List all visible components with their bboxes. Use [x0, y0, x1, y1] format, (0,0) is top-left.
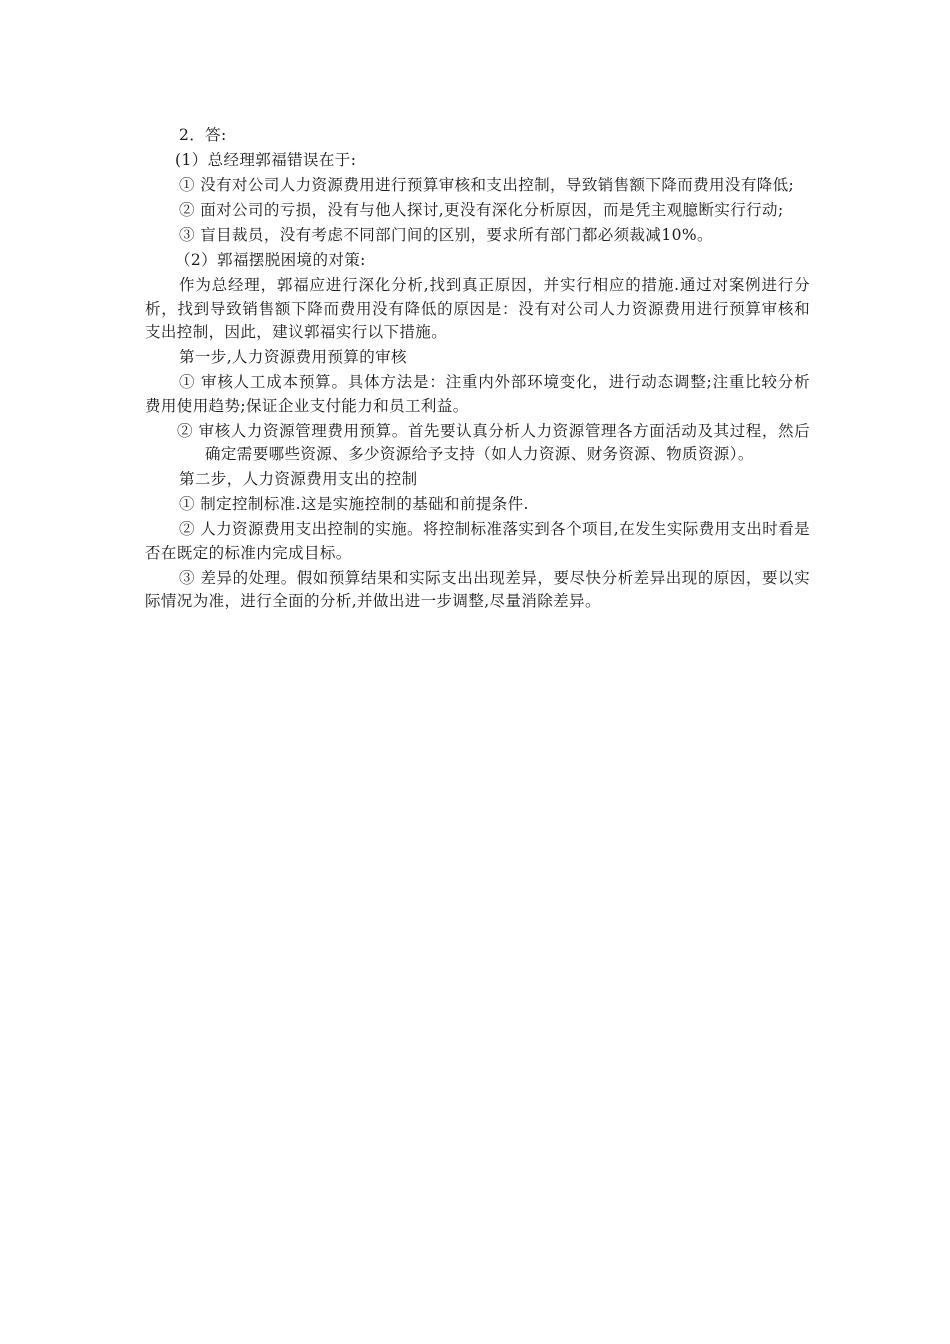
step-two-item-1: ① 制定控制标准.这是实施控制的基础和前提条件. [179, 495, 529, 513]
analysis-paragraph: 作为总经理，郭福应进行深化分析,找到真正原因，并实行相应的措施.通过对案例进行分析，找到导致销售额下降而费用没有降低的原因是：没有对公司人力资源费用进行预算审核和支出控制，因此，建议郭福实行以下措施。 [145, 276, 810, 341]
step-two-item-3: ③ 差异的处理。假如预算结果和实际支出出现差异，要尽快分析差异出现的原因，要以实际情况为准，进行全面的分析,并做出进一步调整,尽量消除差异。 [145, 568, 810, 610]
step-one-heading: 第一步,人力资源费用预算的审核 [179, 348, 407, 366]
section-heading-countermeasures: （2）郭福摆脱困境的对策: [175, 251, 366, 269]
step-one-item-2: ② 审核人力资源管理费用预算。首先要认真分析人力资源管理各方面活动及其过程，然后确定需要哪些资源、多少资源给予支持（如人力资源、财务资源、物质资源）。 [177, 421, 810, 463]
error-item-3: ③ 盲目裁员，没有考虑不同部门间的区别，要求所有部门都必须裁减10%。 [179, 226, 713, 244]
section-heading-errors: (1）总经理郭福错误在于: [175, 151, 357, 169]
error-item-1: ① 没有对公司人力资源费用进行预算审核和支出控制，导致销售额下降而费用没有降低; [179, 176, 795, 194]
step-two-heading: 第二步，人力资源费用支出的控制 [179, 470, 418, 488]
step-one-item-1: ① 审核人工成本预算。具体方法是：注重内外部环境变化，进行动态调整;注重比较分析费用使用趋势;保证企业支付能力和员工利益。 [145, 373, 810, 415]
error-item-2: ② 面对公司的亏损，没有与他人探讨,更没有深化分析原因，而是凭主观臆断实行行动; [179, 201, 784, 219]
step-two-item-2: ② 人力资源费用支出控制的实施。将控制标准落实到各个项目,在发生实际费用支出时看是否在既定的标准内完成目标。 [145, 520, 810, 562]
document-body [145, 124, 810, 615]
answer-heading: 2．答: [179, 126, 227, 144]
